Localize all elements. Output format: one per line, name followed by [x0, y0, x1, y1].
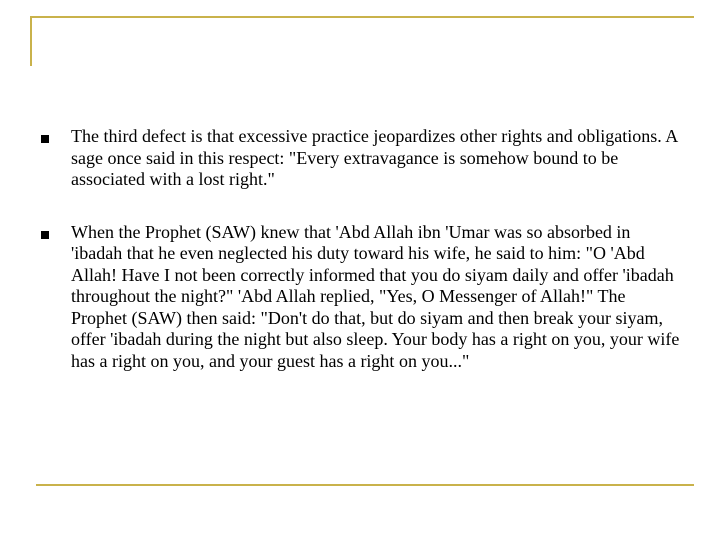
bullet-text: The third defect is that excessive practice jeopardizes other rights and obligations. A sage once said in this respect: "Every extravagance is somehow bound to be associated with a lost right." [71, 126, 678, 189]
square-bullet-icon [41, 231, 49, 239]
bullet-item [40, 126, 685, 191]
bottom-decorative-rule [36, 484, 694, 486]
bullet-item [40, 222, 685, 373]
left-decorative-rule [30, 16, 32, 66]
slide-content [40, 126, 685, 372]
top-decorative-rule [30, 16, 694, 18]
bullet-text: When the Prophet (SAW) knew that 'Abd Allah ibn 'Umar was so absorbed in 'ibadah that he even neglected his duty toward his wife, he said to him: "O 'Abd Allah! Have I not been correctly informed that you do siyam daily and offer 'ibadah throughout the night?" 'Abd Allah replied, "Yes, O Messenger of Allah!" The Prophet (SAW) then said: "Don't do that, but do siyam and then break your siyam, offer 'ibadah during the night but also sleep. Your body has a right on you, your wife has a right on you, and your guest has a right on you..." [71, 221, 680, 371]
square-bullet-icon [41, 135, 49, 143]
